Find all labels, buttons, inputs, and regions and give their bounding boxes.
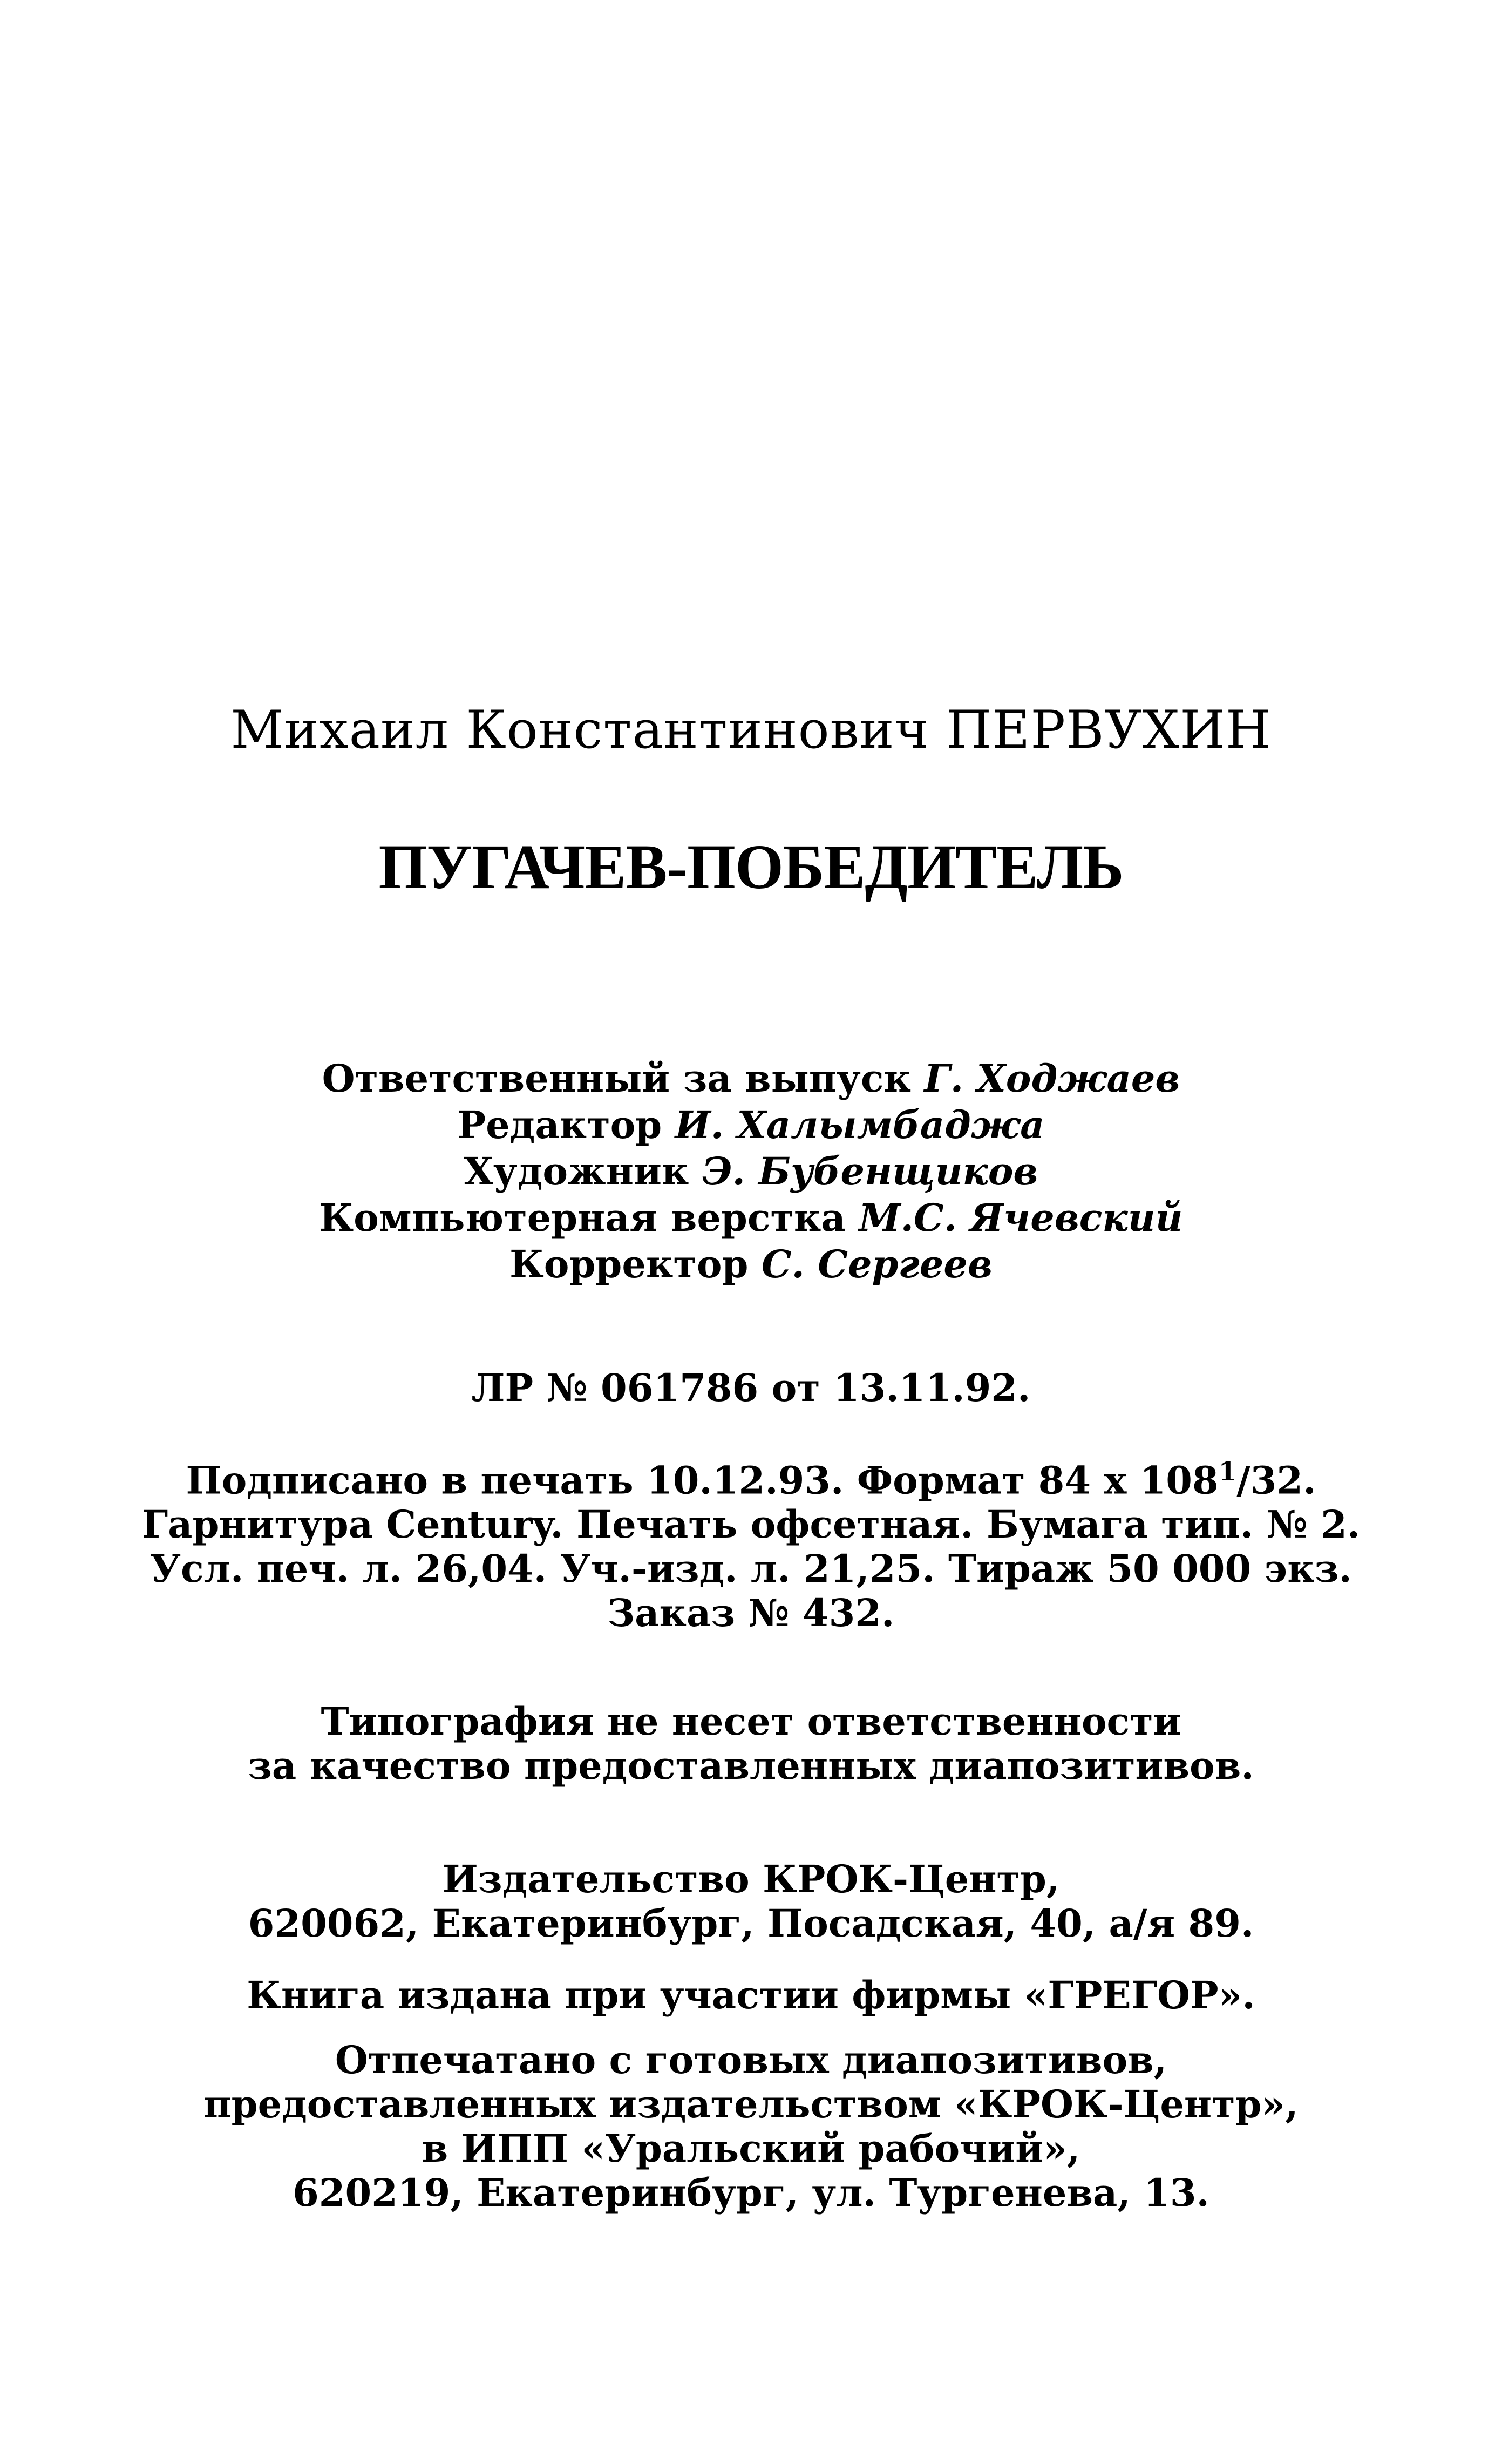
print-info-line: Усл. печ. л. 26,04. Уч.-изд. л. 21,25. Тираж 50 000 экз. (150, 1546, 1352, 1592)
author-name: Михаил Константинович ПЕРВУХИН (230, 700, 1272, 760)
printed-from-block (0, 2038, 1502, 2215)
credit-row (0, 1102, 1502, 1148)
print-info-line: Заказ № 432. (607, 1590, 895, 1636)
format-denominator: /32. (1236, 1458, 1316, 1503)
print-info-line (0, 1450, 1502, 1502)
note-line: за качество предоставленных диапозитивов. (248, 1743, 1254, 1788)
credit-name: И. Халымбаджа (675, 1102, 1045, 1147)
credit-row (0, 1148, 1502, 1195)
printed-from-line: 620219, Екатеринбург, ул. Тургенева, 13. (293, 2170, 1209, 2215)
publisher-line: 620062, Екатеринбург, Посадская, 40, а/я 89. (248, 1901, 1254, 1946)
credit-role: Корректор (509, 1242, 749, 1287)
publisher-line: Издательство КРОК-Центр, (442, 1857, 1060, 1901)
credit-role: Редактор (457, 1102, 662, 1147)
credit-name: С. Сергеев (761, 1242, 993, 1287)
publisher-block (0, 1857, 1502, 1946)
credit-role: Компьютерная верстка (319, 1195, 846, 1240)
format-superscript: 1 (1218, 1457, 1237, 1487)
credit-name: Г. Ходжаев (924, 1056, 1180, 1101)
credit-role: Художник (464, 1149, 689, 1194)
credit-name: М.С. Ячевский (859, 1195, 1183, 1240)
printed-from-line: предоставленных издательством «КРОК-Центр», (203, 2082, 1299, 2127)
credit-name: Э. Бубенщиков (702, 1149, 1038, 1194)
credit-row (0, 1055, 1502, 1102)
note-line: Типография не несет ответственности (321, 1699, 1181, 1744)
credit-role: Ответственный за выпуск (322, 1056, 912, 1101)
printed-from-line: в ИПП «Уральский рабочий», (422, 2126, 1080, 2171)
format-text: Подписано в печать 10.12.93. Формат 84 x 108 (186, 1458, 1219, 1503)
license-line (0, 1366, 1502, 1410)
printed-from-line: Отпечатано с готовых диапозитивов, (335, 2037, 1167, 2082)
print-info-block (0, 1450, 1502, 1635)
license-text: ЛР № 061786 от 13.11.92. (471, 1365, 1031, 1410)
print-info-line: Гарнитура Century. Печать офсетная. Бумага тип. № 2. (141, 1502, 1361, 1547)
sponsor-line (0, 1973, 1502, 2018)
credits-block (0, 1055, 1502, 1288)
credit-row (0, 1241, 1502, 1288)
credit-row (0, 1195, 1502, 1241)
sponsor-text: Книга издана при участии фирмы «ГРЕГОР». (247, 1973, 1255, 2018)
typography-note (0, 1700, 1502, 1788)
book-title: ПУГАЧЕВ-ПОБЕДИТЕЛЬ (378, 831, 1124, 902)
